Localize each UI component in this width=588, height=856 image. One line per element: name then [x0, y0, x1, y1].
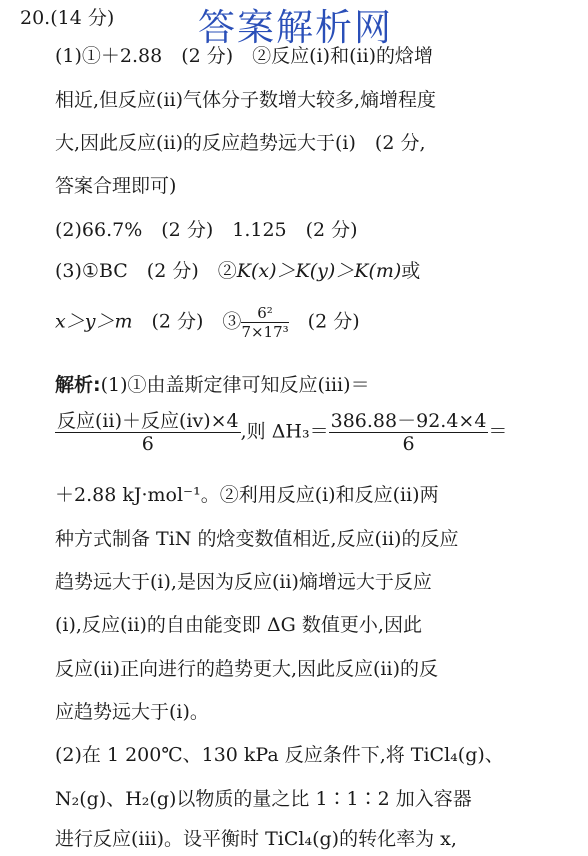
- analysis-line-5: 趋势远大于(ⅰ),是因为反应(ⅱ)熵增远大于反应: [55, 571, 432, 593]
- question-header: 20.(14 分): [20, 7, 115, 29]
- answer-line-4: 答案合理即可): [55, 175, 177, 197]
- analysis-line-1-text: (1)①由盖斯定律可知反应(ⅲ)＝: [100, 374, 370, 396]
- analysis-label: 解析:: [55, 374, 101, 396]
- answer-line-7-suffix: (2 分): [288, 310, 360, 333]
- hess-fraction-denominator: 6: [141, 433, 154, 455]
- enthalpy-fraction-denominator: 6: [402, 433, 415, 455]
- xym-order-expression: x＞y＞m: [55, 310, 133, 333]
- k-order-expression: K(x)＞K(y)＞K(m): [236, 260, 402, 282]
- analysis-line-2-mid: ,则 ΔH₃＝: [240, 420, 329, 443]
- analysis-line-10: N₂(g)、H₂(g)以物质的量之比 1∶1∶2 加入容器: [55, 788, 472, 810]
- analysis-line-1: [55, 373, 370, 397]
- answer-line-6-suffix: 或: [401, 260, 421, 282]
- analysis-line-6: (ⅰ),反应(ⅱ)的自由能变即 ΔG 数值更小,因此: [55, 614, 422, 636]
- kp-fraction-numerator: 6²: [241, 304, 288, 323]
- enthalpy-fraction-numerator: 386.88－92.4×4: [330, 410, 487, 432]
- watermark: 答案解析网: [198, 6, 393, 49]
- analysis-line-8: 应趋势远大于(ⅰ)。: [55, 701, 209, 723]
- analysis-line-2-suffix: ＝: [488, 420, 508, 443]
- hess-fraction: [55, 410, 241, 455]
- analysis-line-3: ＋2.88 kJ·mol⁻¹。②利用反应(ⅰ)和反应(ⅱ)两: [55, 484, 439, 506]
- analysis-line-2: [55, 410, 507, 455]
- answer-line-7-mid: (2 分) ③: [132, 310, 242, 333]
- answer-line-3: 大,因此反应(ⅱ)的反应趋势远大于(ⅰ) (2 分,: [55, 132, 426, 154]
- kp-fraction-denominator: 7×17³: [241, 323, 289, 341]
- answer-line-7: [55, 304, 360, 341]
- enthalpy-fraction: [329, 410, 489, 455]
- answer-line-2: 相近,但反应(ⅱ)气体分子数增大较多,熵增程度: [55, 89, 437, 111]
- answer-line-5: (2)66.7% (2 分) 1.125 (2 分): [55, 219, 358, 241]
- hess-fraction-numerator: 反应(ⅱ)＋反应(ⅳ)×4: [57, 410, 239, 432]
- answer-line-6-prefix: (3)①BC (2 分) ②: [55, 260, 237, 282]
- analysis-line-11: 进行反应(ⅲ)。设平衡时 TiCl₄(g)的转化率为 x,: [55, 828, 457, 850]
- analysis-line-4: 种方式制备 TiN 的焓变数值相近,反应(ⅱ)的反应: [55, 528, 459, 550]
- analysis-line-7: 反应(ⅱ)正向进行的趋势更大,因此反应(ⅱ)的反: [55, 658, 438, 680]
- analysis-line-9: (2)在 1 200℃、130 kPa 反应条件下,将 TiCl₄(g)、: [55, 744, 504, 766]
- kp-fraction: [241, 304, 288, 341]
- answer-line-6: [55, 259, 420, 283]
- answer-line-1: (1)①＋2.88 (2 分) ②反应(ⅰ)和(ⅱ)的焓增: [55, 45, 434, 67]
